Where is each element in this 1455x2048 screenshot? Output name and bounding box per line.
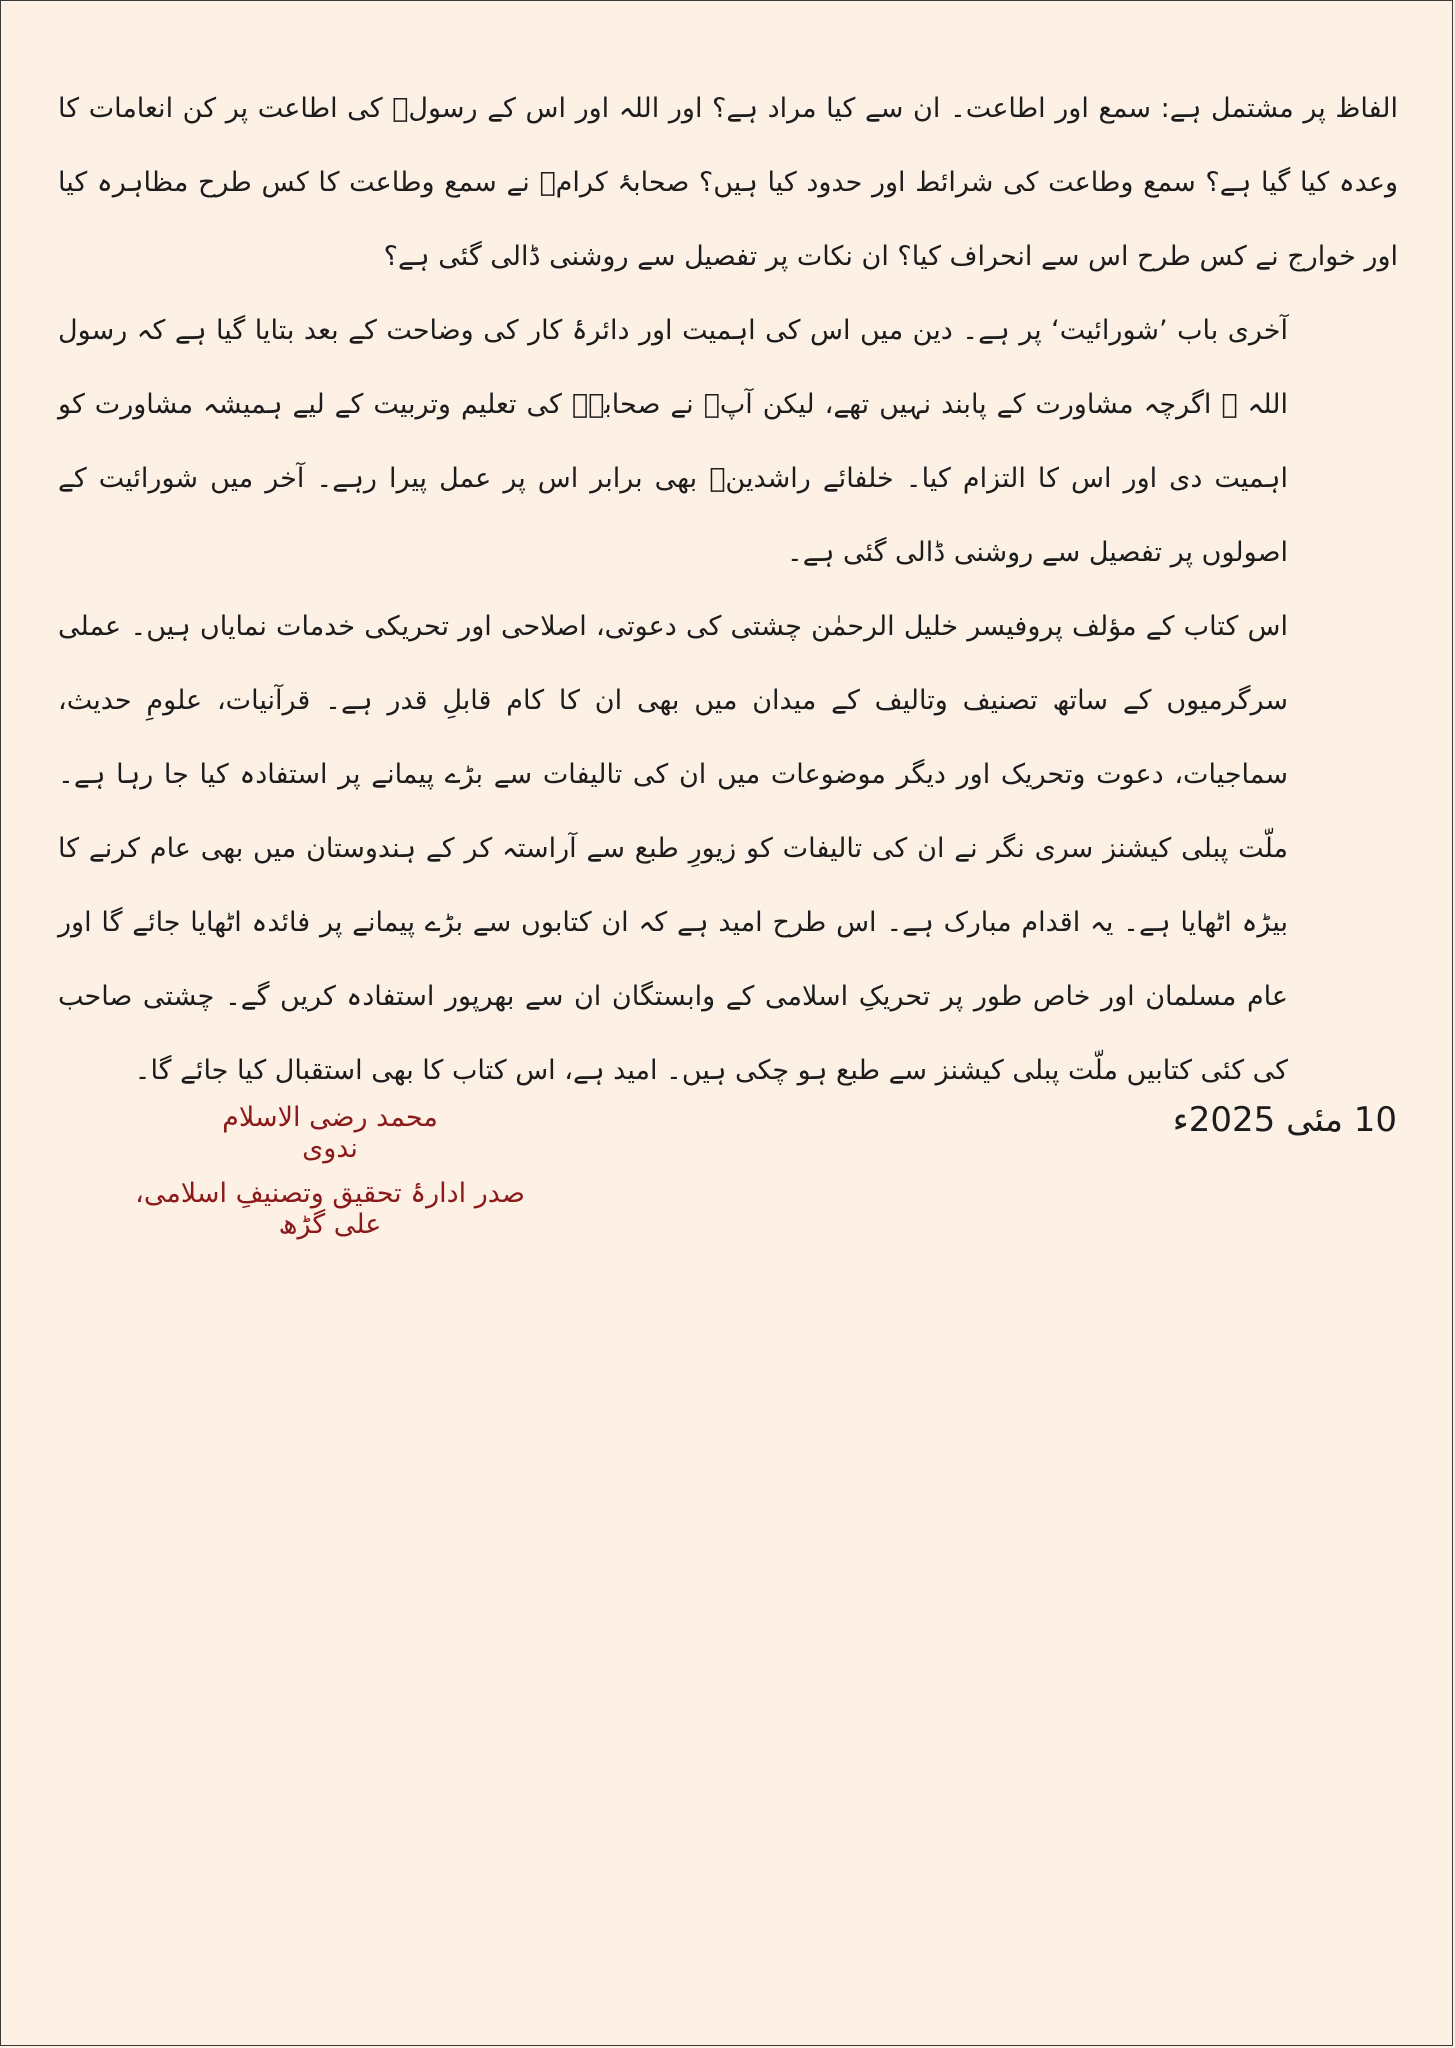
signature-name: محمد رضی الاسلام ندوی (222, 1102, 438, 1164)
paragraph-3: اس کتاب کے مؤلف پروفیسر خلیل الرحمٰن چشتی کی دعوتی، اصلاحی اور تحریکی خدمات نمایاں ہیں۔ عملی سرگرمیوں کے ساتھ تصنیف وتالیف کے میدان میں بھی ان کا کام قابلِ قدر ہے۔ قرآنیات، علومِ حدیث، سماجیات، دعوت وتحریک اور دیگر موضوعات میں ان کی تالیفات سے بڑے پیمانے پر استفادہ کیا جا رہا ہے۔ ملّت پبلی کیشنز سری نگر نے ان کی تالیفات کو زیورِ طبع سے آراستہ کر کے ہندوستان میں بھی عام کرنے کا بیڑہ اٹھایا ہے۔ یہ اقدام مبارک ہے۔ اس طرح امید ہے کہ ان کتابوں سے بڑے پیمانے پر فائدہ اٹھایا جائے گا اور عام مسلمان اور خاص طور پر تحریکِ اسلامی کے وابستگان ان سے بھرپور استفادہ کریں گے۔ چشتی صاحب کی کئی کتابیں ملّت پبلی کیشنز سے طبع ہو چکی ہیں۔ امید ہے، اس کتاب کا بھی استقبال کیا جائے گا۔ (58, 611, 1288, 1086)
paragraph-2: آخری باب ’شورائیت‘ پر ہے۔ دین میں اس کی اہمیت اور دائرۂ کار کی وضاحت کے بعد بتایا گیا ہے کہ رسول اللہ ﷺ اگرچہ مشاورت کے پابند نہیں تھے، لیکن آپؐ نے صحابہؓ کی تعلیم وتربیت کے لیے ہمیشہ مشاورت کو اہمیت دی اور اس کا التزام کیا۔ خلفائے راشدینؓ بھی برابر اس پر عمل پیرا رہے۔ آخر میں شورائیت کے اصولوں پر تفصیل سے روشنی ڈالی گئی ہے۔ (58, 315, 1288, 568)
signature-title: صدر ادارۂ تحقیق وتصنیفِ اسلامی، علی گڑھ (135, 1178, 525, 1240)
paragraph-1: الفاظ پر مشتمل ہے: سمع اور اطاعت۔ ان سے کیا مراد ہے؟ اور اللہ اور اس کے رسولؐ کی اطاعت پر کن انعامات کا وعدہ کیا گیا ہے؟ سمع وطاعت کی شرائط اور حدود کیا ہیں؟ صحابۂ کرامؓ نے سمع وطاعت کا کس طرح مظاہرہ کیا اور خوارج نے کس طرح اس سے انحراف کیا؟ ان نکات پر تفصیل سے روشنی ڈالی گئی ہے؟ (58, 93, 1398, 272)
date: 10 مئی 2025ء (1172, 1100, 1397, 1140)
body-text (58, 72, 1398, 1108)
